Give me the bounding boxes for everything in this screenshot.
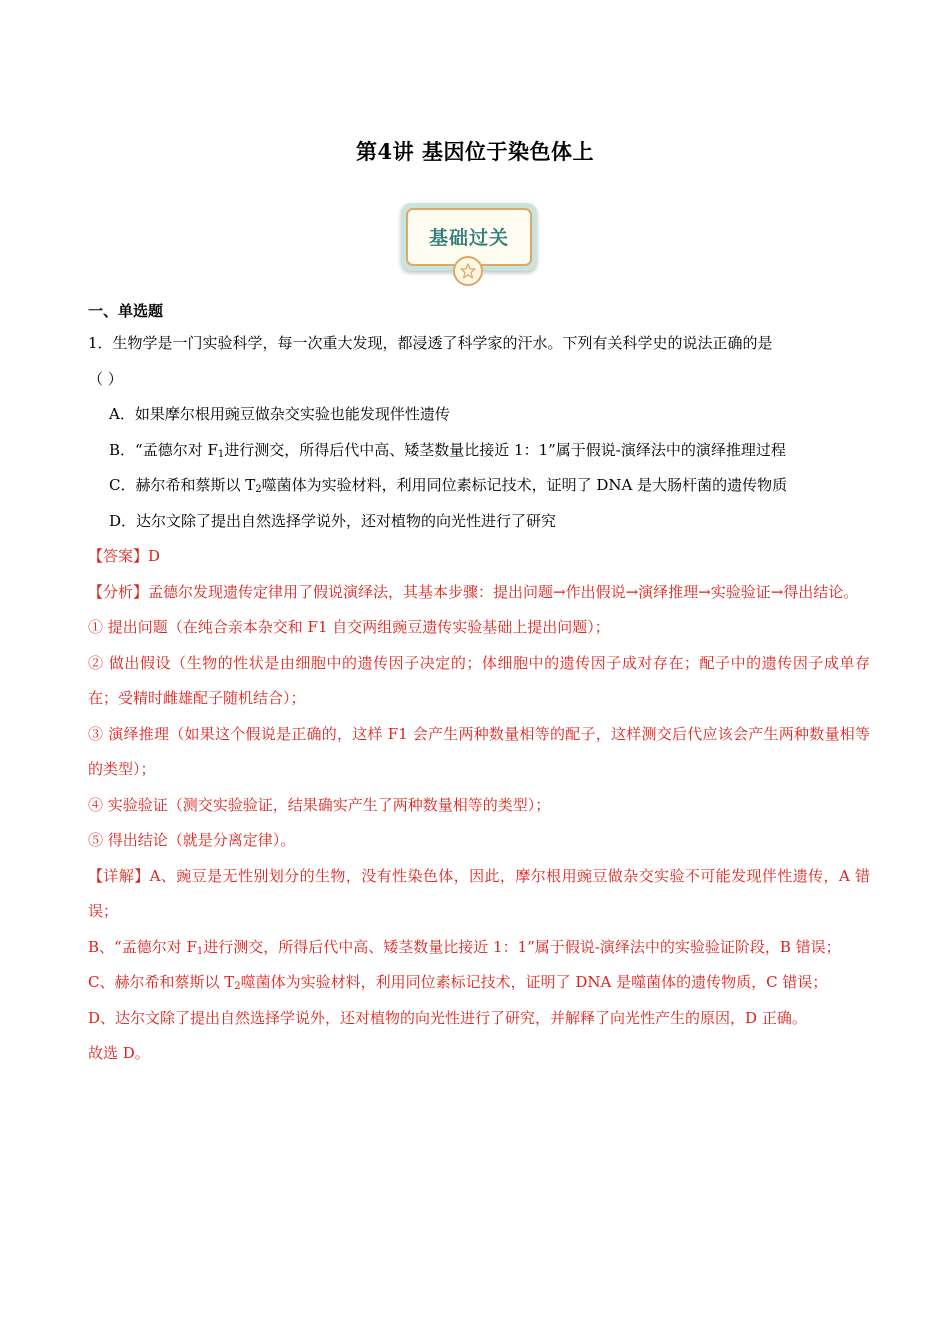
document-body	[88, 300, 870, 1072]
answer-tag: 【答案】	[88, 547, 149, 565]
analysis-step-5: ⑤ 得出结论（就是分离定律）。	[88, 831, 296, 849]
detail-tag: 【详解】	[88, 866, 150, 885]
option-d: D．达尔文除了提出自然选择学说外，还对植物的向光性进行了研究	[109, 511, 557, 530]
page-title: 第4讲 基因位于染色体上	[356, 139, 594, 164]
detail-d: D、达尔文除了提出自然选择学说外，还对植物的向光性进行了研究，并解释了向光性产生的原因，D 正确。	[88, 1008, 807, 1027]
analysis-step-4: ④ 实验验证（测交实验验证，结果确实产生了两种数量相等的类型）；	[88, 795, 551, 814]
analysis-intro: 【分析】孟德尔发现遗传定律用了假说演绎法，其基本步骤：提出问题→作出假说→演绎推理→实验验证→得出结论。	[88, 582, 859, 601]
section-heading: 一、单选题	[88, 302, 164, 320]
badge-text: 基础过关	[428, 227, 509, 249]
question-stem: 1．生物学是一门实验科学，每一次重大发现，都浸透了科学家的汗水。下列有关科学史的说法正确的是	[88, 334, 773, 352]
analysis-tag: 【分析】	[88, 582, 149, 601]
answer-line	[88, 539, 870, 575]
detail-a: 【详解】A、豌豆是无性别划分的生物，没有性染色体，因此，摩尔根用豌豆做杂交实验不可能发现伴性遗传，A 错误；	[88, 866, 870, 920]
star-icon	[453, 256, 483, 286]
detail-conclusion: 故选 D。	[88, 1044, 150, 1062]
detail-c: C、赫尔希和蔡斯以 $T_2$噬菌体为实验材料，利用同位素标记技术，证明了 DNA 是噬菌体的遗传物质，C 错误；	[88, 973, 828, 992]
option-b: B．“孟德尔对 $F_1$进行测交，所得后代中高、矮茎数量比接近 1：1”属于假说-演绎法中的演绎推理过程	[109, 440, 786, 460]
option-c: C．赫尔希和蔡斯以 $T_2$噬菌体为实验材料，利用同位素标记技术，证明了 DNA 是大肠杆菌的遗传物质	[109, 476, 788, 495]
detail-b: B、“孟德尔对 $F_1$进行测交，所得后代中高、矮茎数量比接近 1：1”属于假说-演绎法中的实验验证阶段，B 错误；	[88, 937, 841, 957]
analysis-step-2: ② 做出假设（生物的性状是由细胞中的遗传因子决定的；体细胞中的遗传因子成对存在；配子中的遗传因子成单存在；受精时雌雄配子随机结合）；	[88, 653, 870, 707]
section-badge	[401, 203, 537, 271]
analysis-step-1: ① 提出问题（在纯合亲本杂交和 F1 自交两组豌豆遗传实验基础上提出问题）；	[88, 618, 610, 636]
answer-value: D	[148, 547, 161, 565]
question-bracket: （ ）	[88, 369, 123, 388]
analysis-step-3: ③ 演绎推理（如果这个假说是正确的，这样 F1 会产生两种数量相等的配子，这样测交后代应该会产生两种数量相等的类型）；	[88, 724, 870, 778]
option-a: A．如果摩尔根用豌豆做杂交实验也能发现伴性遗传	[109, 405, 450, 423]
